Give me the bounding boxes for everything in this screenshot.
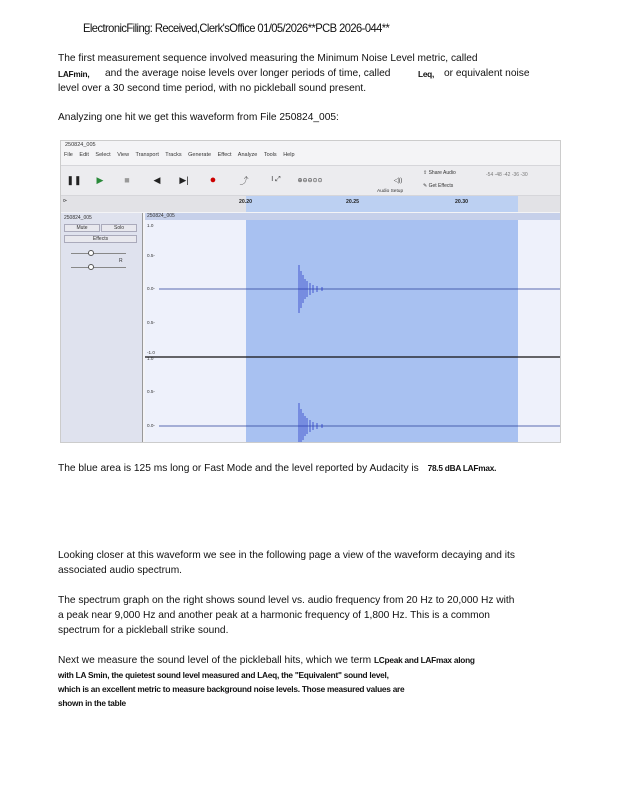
p6-text: Next we measure the sound level of the pickleball hits, which we term (58, 655, 372, 666)
menu-generate[interactable]: Generate (188, 152, 212, 158)
menu-analyze[interactable]: Analyze (237, 152, 258, 158)
y-label-1: 1.0 (147, 223, 154, 228)
zoom-tools-icon[interactable]: ⊕⊖⊖⊙⊙ (297, 177, 323, 184)
gain-slider-knob[interactable] (88, 250, 94, 256)
loop-button[interactable]: ⤴ (239, 175, 249, 186)
skip-end-button[interactable]: ▶| (179, 174, 189, 185)
y-label-2: 0.5- (147, 253, 155, 258)
leq-term: Leq, (418, 69, 435, 79)
p5-line-3: spectrum for a pickleball strike sound. (58, 625, 229, 636)
pan-slider-knob[interactable] (88, 264, 94, 270)
pan-slider[interactable] (71, 267, 126, 268)
share-audio-label: Share Audio (428, 170, 456, 176)
ruler-tick-1: 20.20 (239, 199, 252, 205)
menu-tools[interactable]: Tools (263, 152, 277, 158)
paragraph-6 (58, 653, 578, 710)
paragraph-5 (58, 593, 578, 638)
skip-start-button[interactable]: ◀ (153, 174, 161, 185)
effects-button[interactable]: Effects (64, 235, 137, 243)
y-label-7: 0.5- (147, 389, 155, 394)
share-audio-button[interactable] (423, 170, 456, 176)
audacity-screenshot (60, 140, 561, 443)
y-label-5: -1.0 (147, 350, 155, 355)
y-label-3: 0.0- (147, 286, 155, 291)
p6-line-2: with LA Smin, the quietest sound level measured and LAeq, the "Equivalent" sound level, (58, 670, 389, 680)
y-label-6: 1.0 (147, 356, 154, 361)
audio-setup-label[interactable]: Audio Setup (377, 189, 404, 194)
p5-line-2: a peak near 9,000 Hz and another peak at a harmonic frequency of 1,800 Hz. This is a common (58, 610, 490, 621)
ruler-tick-3: 20.30 (455, 199, 468, 205)
meter-toolbar[interactable]: -54 -48 -42 -36 -30 (486, 172, 528, 178)
menu-help[interactable]: Help (283, 152, 295, 158)
waveform-area[interactable] (145, 213, 560, 442)
paragraph-1 (58, 51, 578, 96)
menu-edit[interactable]: Edit (79, 152, 89, 158)
p4-line-1: Looking closer at this waveform we see in the following page a view of the waveform decaying and its (58, 550, 515, 561)
timeline-ruler[interactable] (61, 196, 560, 212)
p5-line-1: The spectrum graph on the right shows sound level vs. audio frequency from 20 Hz to 20,000 Hz with (58, 595, 515, 606)
p1-line-2-end: or equivalent noise (444, 68, 530, 79)
play-button[interactable]: ▶ (96, 174, 104, 185)
p1-line-1: The first measurement sequence involved measuring the Minimum Noise Level metric, called (58, 53, 478, 64)
lcpeak-lafmax-term: LCpeak and LAFmax along (373, 655, 475, 665)
selection-tool-icon[interactable]: I ⤢ (271, 176, 281, 183)
waveform-svg (145, 213, 560, 442)
share-icon: ⇪ (423, 170, 429, 176)
menu-effect[interactable]: Effect (217, 152, 232, 158)
transport-toolbar (61, 165, 560, 196)
y-label-4: 0.5- (147, 320, 155, 325)
effects-icon: ✎ (423, 183, 429, 189)
menu-tracks[interactable]: Tracks (165, 152, 182, 158)
hit-waveform-channel-2 (299, 403, 322, 442)
ruler-tick-2: 20.25 (346, 199, 359, 205)
mute-button[interactable]: Mute (64, 224, 100, 232)
p1-line-2-text: and the average noise levels over longer periods of time, called (105, 68, 391, 79)
get-effects-button[interactable] (423, 183, 453, 189)
gain-slider[interactable] (71, 253, 126, 254)
menu-select[interactable]: Select (95, 152, 111, 158)
stop-button[interactable]: ■ (124, 175, 130, 185)
p1-line-3: level over a 30 second time period, with no pickleball sound present. (58, 83, 367, 94)
pan-right-label: R (119, 258, 123, 264)
paragraph-4 (58, 548, 578, 578)
solo-button[interactable]: Solo (101, 224, 137, 232)
pause-button[interactable]: ❚❚ (66, 174, 82, 185)
p3-text: The blue area is 125 ms long or Fast Mode and the level reported by Audacity is (58, 463, 419, 474)
p6-line-3: which is an excellent metric to measure background noise levels. Those measured values are (58, 684, 405, 694)
menu-transport[interactable]: Transport (135, 152, 159, 158)
menu-bar (61, 152, 560, 164)
track-name[interactable]: 250824_005 (64, 215, 92, 221)
record-button[interactable]: ● (209, 174, 217, 186)
menu-view[interactable]: View (117, 152, 130, 158)
paragraph-2: Analyzing one hit we get this waveform from File 250824_005: (58, 112, 339, 123)
p4-line-2: associated audio spectrum. (58, 565, 183, 576)
y-label-8: 0.0- (147, 423, 155, 428)
menu-file[interactable]: File (64, 152, 73, 158)
ruler-arrow-icon[interactable]: ⊳ (63, 198, 68, 204)
track-control-panel (61, 213, 143, 442)
p6-line-1 (58, 653, 578, 668)
get-effects-label: Get Effects (428, 183, 454, 189)
p1-line-2 (58, 66, 578, 81)
lafmin-term: LAFmin, (58, 69, 90, 79)
paragraph-3 (58, 461, 578, 476)
p6-line-4: shown in the table (58, 698, 126, 708)
audio-setup-icon[interactable]: ◁)) (393, 177, 403, 184)
lafmax-value: 78.5 dBA LAFmax. (427, 463, 497, 473)
window-title: 250824_005 (65, 142, 96, 148)
filing-stamp: ElectronicFiling: Received,Clerk'sOffice 01/05/2026**PCB 2026-044** (83, 21, 390, 35)
clip-name: 250824_005 (147, 213, 175, 219)
ruler-selection (246, 196, 518, 212)
